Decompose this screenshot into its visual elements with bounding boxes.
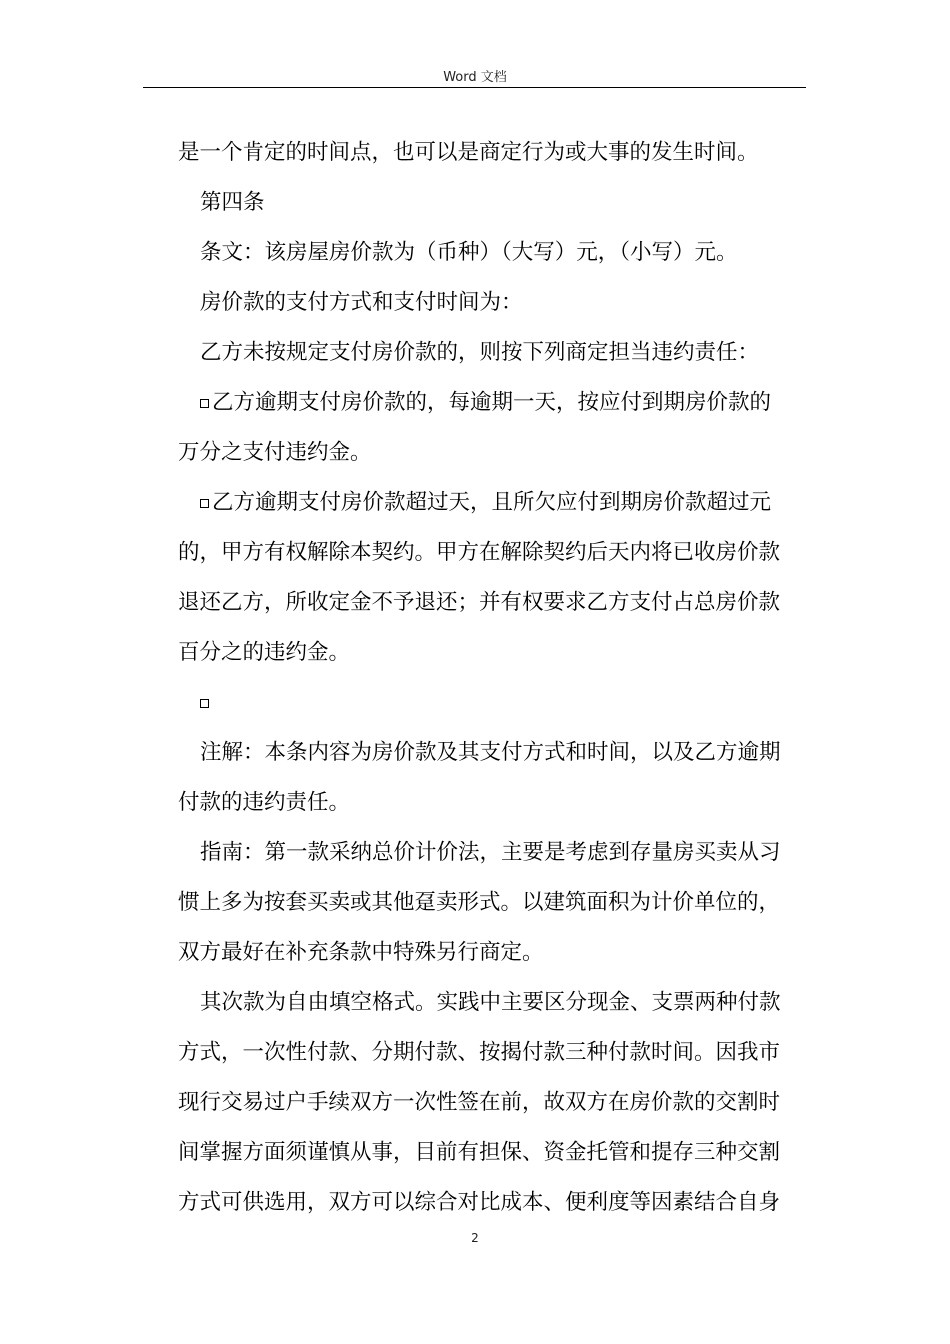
checkbox-icon[interactable] xyxy=(200,499,209,508)
paragraph-guide xyxy=(178,828,808,978)
paragraph-option-1 xyxy=(178,378,808,478)
document-body xyxy=(178,128,808,1228)
text-line: 间掌握方面须谨慎从事，目前有担保、资金托管和提存三种交割 xyxy=(178,1140,781,1165)
text-line: 房价款的支付方式和支付时间为： xyxy=(200,290,523,315)
text-line: 注解：本条内容为房价款及其支付方式和时间，以及乙方逾期 xyxy=(200,740,781,765)
paragraph-option-2 xyxy=(178,478,808,678)
text-line xyxy=(178,678,808,728)
text-line: 第四条 xyxy=(200,190,265,215)
text-line: 方式可供选用，双方可以综合对比成本、便利度等因素结合自身 xyxy=(178,1190,781,1215)
text-line: 方式，一次性付款、分期付款、按揭付款三种付款时间。因我市 xyxy=(178,1040,781,1065)
text-line: 其次款为自由填空格式。实践中主要区分现金、支票两种付款 xyxy=(200,990,781,1015)
text-span: 乙方逾期支付房价款超过天，且所欠应付到期房价款超过元 xyxy=(212,490,772,515)
text-line: 百分之的违约金。 xyxy=(178,640,351,665)
paragraph-annotation xyxy=(178,728,808,828)
article-heading xyxy=(178,178,808,228)
paragraph-payment-method xyxy=(178,278,808,328)
text-line: 乙方未按规定支付房价款的，则按下列商定担当违约责任： xyxy=(200,340,760,365)
paragraph-breach-intro xyxy=(178,328,808,378)
text-line: 指南：第一款采纳总价计价法，主要是考虑到存量房买卖从习 xyxy=(200,840,781,865)
paragraph-clause xyxy=(178,228,808,278)
paragraph-option-3 xyxy=(178,678,808,728)
text-line: 条文：该房屋房价款为（币种）（大写）元，（小写）元。 xyxy=(200,240,738,265)
text-line: 万分之支付违约金。 xyxy=(178,440,372,465)
header-title: Word 文档 xyxy=(443,70,507,85)
page-number: 2 xyxy=(471,1231,479,1245)
text-line: 退还乙方，所收定金不予退还；并有权要求乙方支付占总房价款 xyxy=(178,590,781,615)
text-line: 双方最好在补充条款中特殊另行商定。 xyxy=(178,940,544,965)
header-rule xyxy=(143,87,806,88)
paragraph-continuation xyxy=(178,128,808,178)
text-line xyxy=(178,378,808,428)
text-line: 的，甲方有权解除本契约。甲方在解除契约后天内将已收房价款 xyxy=(178,540,781,565)
text-line: 付款的违约责任。 xyxy=(178,790,351,815)
checkbox-icon[interactable] xyxy=(200,699,209,708)
text-line xyxy=(178,478,808,528)
paragraph-second-clause xyxy=(178,978,808,1228)
text-line: 现行交易过户手续双方一次性签在前，故双方在房价款的交割时 xyxy=(178,1090,781,1115)
text-line: 惯上多为按套买卖或其他趸卖形式。以建筑面积为计价单位的， xyxy=(178,890,781,915)
text-span: 乙方逾期支付房价款的，每逾期一天，按应付到期房价款的 xyxy=(212,390,772,415)
text-line: 是一个肯定的时间点，也可以是商定行为或大事的发生时间。 xyxy=(178,140,759,165)
checkbox-icon[interactable] xyxy=(200,399,209,408)
